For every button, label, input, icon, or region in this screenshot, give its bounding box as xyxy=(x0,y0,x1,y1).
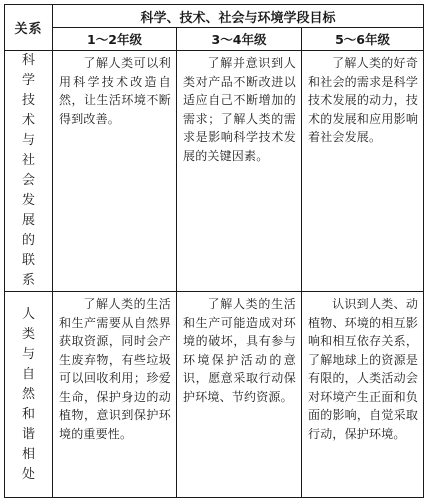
goal-text: 了解人类的生活和生产需要从自然界获取资源，同时会产生废弃物，有些垃圾可以回收利用；珍爱生命，保护身边的动植物，意识到保护环境的重要性。 xyxy=(59,297,171,441)
table-row xyxy=(5,292,424,498)
goal-cell xyxy=(53,292,177,498)
relation-label-tech-society: 科学技术与社会发展的联系 xyxy=(5,51,53,292)
goals-table xyxy=(4,4,424,498)
goal-text: 了解人类的好奇和社会的需求是科学技术发展的动力，技术的发展和应用影响着社会发展。 xyxy=(308,56,419,144)
grade-header-1-2: 1～2年级 xyxy=(53,28,177,51)
goal-text: 认识到人类、动植物、环境的相互影响和相互依存关系，了解地球上的资源是有限的，人类活动会对环境产生正面和负面的影响，自觉采取行动，保护环境。 xyxy=(308,297,419,441)
goal-cell xyxy=(177,292,302,498)
goal-cell xyxy=(177,51,302,292)
grade-header-3-4: 3～4年级 xyxy=(177,28,302,51)
goal-text: 了解并意识到人类对产品不断改进以适应自己不断增加的需求；了解人类的需求是影响科学技术发展的关键因素。 xyxy=(183,56,296,163)
goals-table-page xyxy=(4,4,423,482)
goal-cell xyxy=(302,292,424,498)
relation-label-human-nature: 人类与自然和谐相处 xyxy=(5,292,53,498)
goal-text: 了解人类的生活和生产可能造成对环境的破坏，具有参与环境保护活动的意识，愿意采取行动保护环境、节约资源。 xyxy=(183,297,296,404)
goal-text: 了解人类可以利用科学技术改造自然，让生活环境不断得到改善。 xyxy=(59,56,171,126)
goal-cell xyxy=(53,51,177,292)
goals-header: 科学、技术、社会与环境学段目标 xyxy=(53,5,424,28)
goal-cell xyxy=(302,51,424,292)
table-row xyxy=(5,51,424,292)
grade-header-5-6: 5～6年级 xyxy=(302,28,424,51)
relation-header: 关系 xyxy=(5,5,53,51)
